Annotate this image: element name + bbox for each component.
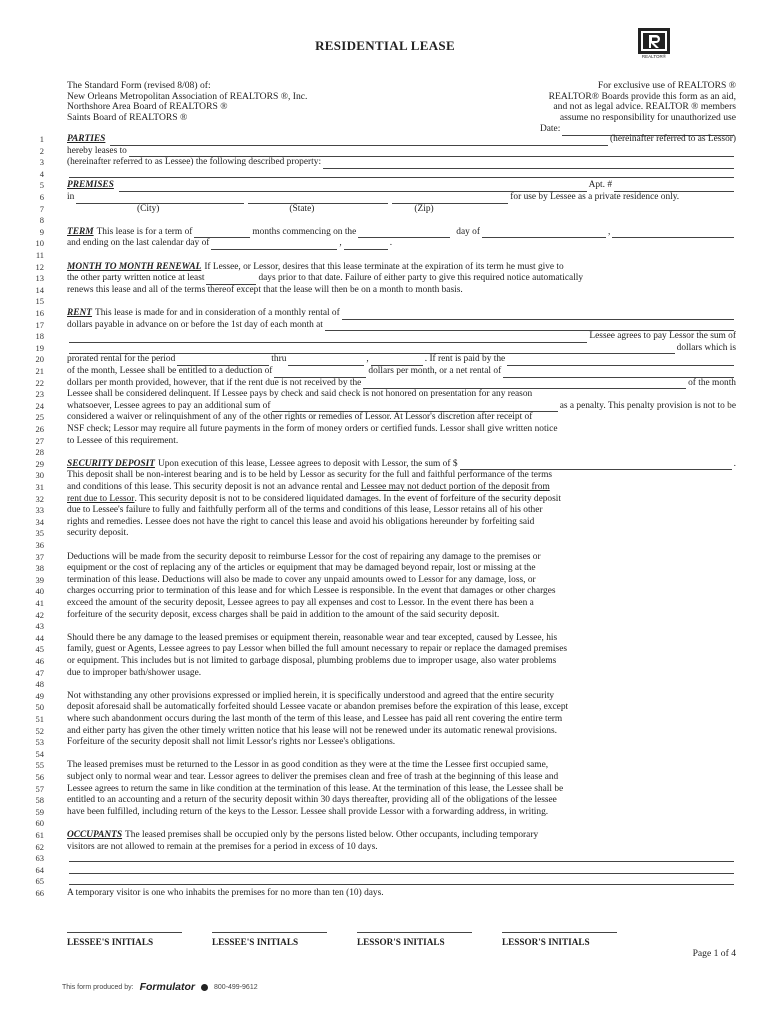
form-line: 39 termination of this lease. Deductions will also be made to cover any unpaid amounts owed to Lessor for any damage, loss, or: [35, 574, 536, 585]
form-line: 53 Forfeiture of the security deposit shall not limit Lessor's rights nor Lessee's obligations.: [35, 737, 396, 748]
property-description-field[interactable]: [323, 160, 734, 169]
form-line: 60: [35, 818, 44, 829]
realtor-logo: [638, 28, 670, 54]
period-year-field[interactable]: [371, 357, 423, 366]
form-line: 22 dollars per month provided, however, that if the rent due is not received by the of the month: [35, 377, 736, 388]
initials-field[interactable]: [357, 926, 472, 933]
page-number: Page 1 of 4: [692, 948, 736, 959]
form-line: 23 Lessee shall be considered delinquent. If Lessee pays by check and said check is not honored on presentation for any reason: [35, 389, 533, 400]
form-line: 9 TERM This lease is for a term of months commencing on the day of ,: [0, 227, 770, 239]
form-line: 29 SECURITY DEPOSIT Upon execution of this lease, Lessee agrees to deposit with Lessor, the sum of $ .: [35, 458, 736, 469]
footer: [62, 981, 258, 993]
premises-address-field[interactable]: [119, 183, 587, 192]
date-label: Date:: [540, 124, 561, 134]
form-line: 24 whatsoever, Lessee agrees to pay an additional sum of as a penalty. This penalty provision is not to be: [35, 400, 736, 411]
origin-line: Saints Board of REALTORS ®: [67, 111, 188, 123]
end-month-field[interactable]: [211, 241, 337, 250]
section-heading-premises: PREMISES: [67, 180, 114, 191]
origin-line: The Standard Form (revised 8/08) of:: [67, 80, 211, 91]
delinquent-day-field[interactable]: [363, 380, 686, 389]
state-field[interactable]: [248, 195, 388, 204]
disclaimer-line: and not as legal advice. REALTOR ® members: [553, 101, 736, 113]
form-line: 20 prorated rental for the period thru , . If rent is paid by the: [0, 354, 770, 366]
period-start-field[interactable]: [177, 357, 269, 366]
form-line: 6 in for use by Lessee as a private residence only.: [39, 192, 680, 202]
initials-label: LESSOR'S INITIALS: [357, 937, 445, 947]
form-line: 28: [35, 447, 44, 458]
form-line: 2 hereby leases to: [0, 146, 770, 158]
form-line: 15: [35, 296, 44, 307]
form-line: 59 have been fulfilled, including return of the keys to the Lessor. Lessee shall provide Lessor with a forwarding address, in writing.: [35, 806, 549, 817]
formulator-brand: Formulator: [139, 981, 196, 993]
form-line: 11: [35, 250, 44, 260]
deduction-field[interactable]: [274, 369, 366, 378]
form-line: 41 exceed the amount of the security deposit, Lessee agrees to pay all expenses and cost to Lessor. In the event there has been a: [35, 598, 534, 608]
form-line: 62 visitors are not allowed to remain at the premises for a period in excess of 10 days.: [35, 841, 378, 852]
section-heading-rent: RENT: [67, 308, 93, 318]
form-line: 64: [0, 865, 770, 877]
origin-line: Northshore Area Board of REALTORS ®: [67, 101, 228, 113]
form-line: 34 rights and remedies. Lessee does not have the right to cancel this lease and avoid his obligations hereunder by forfeiting said: [35, 516, 535, 527]
form-line: 27 to Lessee of this requirement.: [35, 435, 179, 446]
form-line: 47 due to improper bath/shower usage.: [35, 667, 202, 678]
initials-block: [212, 926, 327, 947]
form-line: 58 entitled to an accounting and a return of the security deposit within 30 days thereafter, providing all of the obligations of the lessee: [35, 795, 557, 806]
form-line: 18 Lessee agrees to pay Lessor the sum of: [35, 331, 736, 342]
form-line: 21 of the month, Lessee shall be entitled to a deduction of dollars per month, or a net rental of: [0, 366, 770, 378]
form-line: 25 considered a waiver or relinquishment of any of the other rights or remedies of Lessor. At Lessor's discretion after receipt of: [35, 412, 533, 423]
form-line: 51 where such abandonment occurs during the last month of the term of this lease, and Lessee has paid all rent covering the entire term: [35, 714, 563, 724]
form-line: 12 MONTH TO MONTH RENEWAL If Lessee, or Lessor, desires that this lease terminate at the expiration of its term he must give to: [35, 261, 564, 272]
form-line: 32 rent due to Lessor . This security deposit is not to be considered liquidated damages. In the event of forfeiture of the security deposit: [35, 493, 561, 504]
form-line: 5 PREMISES Apt. #: [0, 180, 770, 192]
initials-label: LESSOR'S INITIALS: [502, 937, 590, 947]
form-line: 38 equipment or the cost of replacing any of the articles or equipment that may be damaged beyond repair, lost or missing at the: [35, 563, 536, 574]
registered-mark-icon: [201, 984, 208, 991]
occupants-field[interactable]: [69, 865, 734, 874]
payment-location-field[interactable]: [325, 322, 734, 331]
form-line: 57 Lessee agrees to return the same in like condition at the termination of this lease. At the termination of this lease, the Lessee shall be: [35, 783, 564, 794]
form-line: 40 charges occurring prior to termination of this lease and for which Lessee is responsible. In the event that damages or other charges: [35, 586, 556, 597]
page-title: RESIDENTIAL LEASE: [315, 38, 455, 53]
early-pay-day-field[interactable]: [507, 357, 734, 366]
section-heading-term: TERM: [67, 226, 94, 237]
lessor-name-field[interactable]: [110, 137, 608, 146]
form-origin: [67, 81, 307, 123]
disclaimer-line: For exclusive use of REALTORS ®: [597, 80, 736, 91]
section-heading-parties: PARTIES: [67, 134, 106, 144]
form-line: 50 deposit aforesaid shall be automatically forfeited should Lessee vacate or abandon premises before the expiration of this lease, except: [35, 702, 569, 713]
form-line: 61 OCCUPANTS The leased premises shall be occupied only by the persons listed below. Other occupants, including temporary: [35, 830, 539, 840]
form-line: 35 security deposit.: [35, 528, 129, 539]
zip-field[interactable]: [392, 195, 508, 204]
form-line: 42 forfeiture of the security deposit, excess charges shall be paid in addition to the amount of the said security deposit.: [35, 609, 500, 620]
apt-number-field[interactable]: [614, 183, 734, 192]
form-line: 65: [0, 876, 770, 888]
form-line: 45 family, guest or Agents, Lessee agrees to pay Lessor when billed the full amount necessary to repair or replace the damaged premises: [35, 644, 567, 655]
section-heading-occupants: OCCUPANTS: [67, 830, 123, 840]
form-line: 13 the other party written notice at least days prior to that date. Failure of either party to give this required notice automatically: [35, 273, 584, 284]
form-line: 1 PARTIES (hereinafter referred to as Lessor): [39, 134, 736, 144]
form-line: 46 or equipment. This includes but is not limited to garbage disposal, plumbing problems due to improper usage, also water problems: [35, 656, 557, 666]
form-line: 17 dollars payable in advance on or before the 1st day of each month at: [0, 320, 770, 332]
payment-location-field[interactable]: [69, 334, 587, 343]
net-rental-field[interactable]: [503, 369, 734, 378]
form-line: 52 and either party has given the other timely written notice that his lease will not be renewed under its automatic renewal provisions.: [35, 725, 557, 736]
form-line: 44 Should there be any damage to the leased premises or equipment therein, reasonable wear and tear excepted, caused by Lessee, his: [35, 632, 558, 643]
logo-caption: REALTOR®: [641, 54, 667, 59]
disclaimer-line: assume no responsibility for unauthorized use: [559, 111, 736, 123]
lessee-name-field[interactable]: [129, 148, 734, 157]
footer-phone: 800-499-9612: [214, 983, 258, 991]
form-line: 14 renews this lease and all of the terms thereof except that the lease will then be on a month to month basis.: [35, 284, 463, 295]
form-line: 36: [35, 540, 44, 550]
period-end-field[interactable]: [288, 357, 364, 366]
form-line: 30 This deposit shall be non-interest bearing and is to be held by Lessor as security for the full and faithful performance of the terms: [35, 470, 553, 481]
form-line: 54: [35, 748, 44, 759]
form-line: 19 dollars which is: [35, 342, 736, 353]
disclaimer-line: REALTOR® Boards provide this form as an aid,: [548, 90, 736, 102]
form-line: 8: [39, 215, 44, 226]
initials-label: LESSEE'S INITIALS: [67, 937, 154, 947]
start-year-field[interactable]: [612, 229, 734, 238]
form-line: 31 and conditions of this lease. This security deposit is not an advance rental and Lessee may not deduct portion of the deposit from: [35, 482, 550, 492]
start-month-field[interactable]: [482, 229, 606, 238]
notice-days-field[interactable]: [206, 276, 256, 285]
form-line: 49 Not withstanding any other provisions expressed or implied herein, it is specifically understood and agreed that the entire security: [35, 690, 555, 701]
initials-block: [67, 926, 182, 947]
form-line: 10 and ending on the last calendar day of , .: [35, 238, 393, 249]
form-line: 43: [35, 621, 44, 632]
initials-field[interactable]: [502, 926, 617, 933]
usage-disclaimer: [549, 81, 736, 123]
form-line: 7 (City) (State) (Zip): [39, 203, 434, 214]
property-description-field[interactable]: [69, 169, 734, 178]
start-day-field[interactable]: [358, 229, 450, 238]
footer-prefix: This form produced by:: [62, 983, 134, 991]
initials-field[interactable]: [212, 926, 327, 933]
form-line: 33 due to Lessee's failure to fully and faithfully perform all of the terms and conditions of this lease, Lessor retains all of his other: [35, 505, 543, 516]
initials-block: [502, 926, 617, 947]
end-year-field[interactable]: [344, 241, 388, 250]
form-line: 66 A temporary visitor is one who inhabits the premises for no more than ten (10) days.: [35, 888, 384, 898]
form-line: 16 RENT This lease is made for and in consideration of a monthly rental of: [0, 308, 770, 320]
form-line: 3 (hereinafter referred to as Lessee) the following described property:: [0, 157, 770, 169]
form-line: 48: [35, 679, 44, 690]
section-heading-security-deposit: SECURITY DEPOSIT: [67, 458, 155, 469]
monthly-rent-field[interactable]: [342, 311, 734, 320]
initials-field[interactable]: [67, 926, 182, 933]
city-field[interactable]: [76, 195, 244, 204]
form-line: 37 Deductions will be made from the security deposit to reimburse Lessor for the cost of repairing any damage to the premises or: [35, 551, 541, 562]
initials-block: [357, 926, 472, 947]
form-line: 56 subject only to normal wear and tear. Lessor agrees to deliver the premises clean and free of trash at the beginning of this lease and: [35, 772, 559, 782]
form-line: 55 The leased premises must be returned to the Lessor in as good condition as they were at the time the Lessee first occupied same,: [35, 760, 549, 771]
form-line: 4: [0, 169, 770, 181]
origin-line: New Orleans Metropolitan Association of REALTORS ®, Inc.: [67, 90, 308, 102]
form-line: 26 NSF check; Lessor may require all future payments in the form of money orders or certified funds. Lessor shall give written notice: [35, 424, 558, 434]
initials-label: LESSEE'S INITIALS: [212, 937, 299, 947]
occupants-field[interactable]: [69, 853, 734, 862]
occupants-field[interactable]: [69, 876, 734, 885]
form-line: 63: [0, 853, 770, 865]
section-heading-renewal: MONTH TO MONTH RENEWAL: [67, 261, 202, 272]
